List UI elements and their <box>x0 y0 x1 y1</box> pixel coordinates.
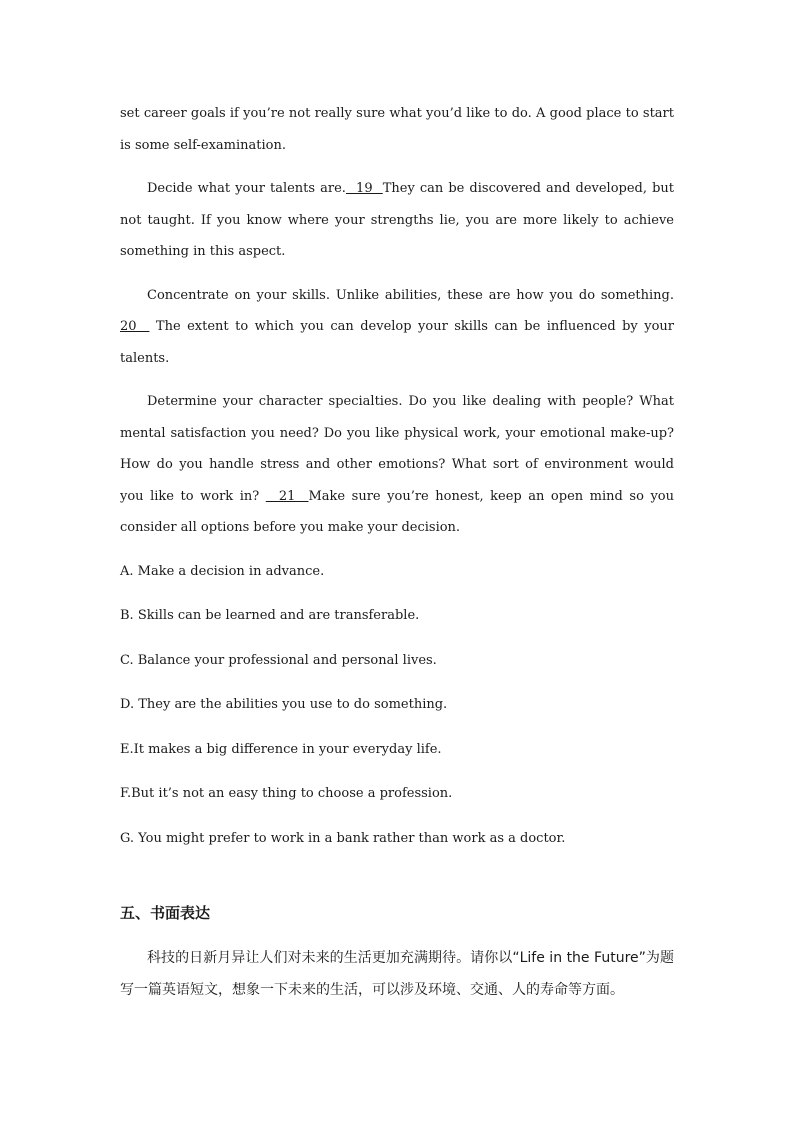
blank-20: 20 <box>120 319 150 334</box>
paragraph-3-text-after: The extent to which you can develop your skills can be influenced by your talents. <box>120 319 674 366</box>
section-title-writing: 五、书面表达 <box>120 904 211 922</box>
option-d: D. They are the abilities you use to do something. <box>120 697 448 712</box>
passage-paragraph-4 <box>120 386 674 544</box>
blank-21: 21 <box>265 488 309 504</box>
paragraph-2-text-after: They can be discovered and developed, but not taught. If you know where your strengths lie, you are more likely to achieve something in this aspect. <box>120 181 674 259</box>
option-c: C. Balance your professional and personal lives. <box>120 652 437 668</box>
option-g: G. You might prefer to work in a bank rather than work as a doctor. <box>120 830 566 846</box>
option-f: F.But it’s not an easy thing to choose a profession. <box>120 786 453 801</box>
document-content <box>120 98 674 1006</box>
answer-options <box>120 556 674 855</box>
passage-paragraph-2 <box>120 173 674 268</box>
paragraph-3-text-before: Concentrate on your skills. Unlike abilities, these are how you do something. <box>147 287 674 303</box>
passage-paragraph-1: set career goals if you’re not really sure what you’d like to do. A good place to start is some self-examination. <box>120 106 674 153</box>
paragraph-4-text-before: Determine your character specialties. Do you like dealing with people? What mental satisfaction you need? Do you like physical work, your emotional make-up? How do you handle stress and other emotions? What sort of environment would you like to work in? <box>120 394 674 504</box>
paragraph-4-text-after: Make sure you’re honest, keep an open mind so you consider all options before you make your decision. <box>120 488 674 535</box>
blank-19: 19 <box>345 181 383 196</box>
option-a: A. Make a decision in advance. <box>120 563 325 579</box>
option-b: B. Skills can be learned and are transferable. <box>120 608 420 623</box>
passage-paragraph-3 <box>120 280 674 375</box>
paragraph-2-text-before: Decide what your talents are. <box>147 181 346 196</box>
option-e: E.It makes a big difference in your everyday life. <box>120 741 442 757</box>
writing-prompt: 科技的日新月异让人们对未来的生活更加充满期待。请你以“Life in the Future”为题写一篇英语短文，想象一下未来的生活，可以涉及环境、交通、人的寿命等方面。 <box>120 950 674 998</box>
